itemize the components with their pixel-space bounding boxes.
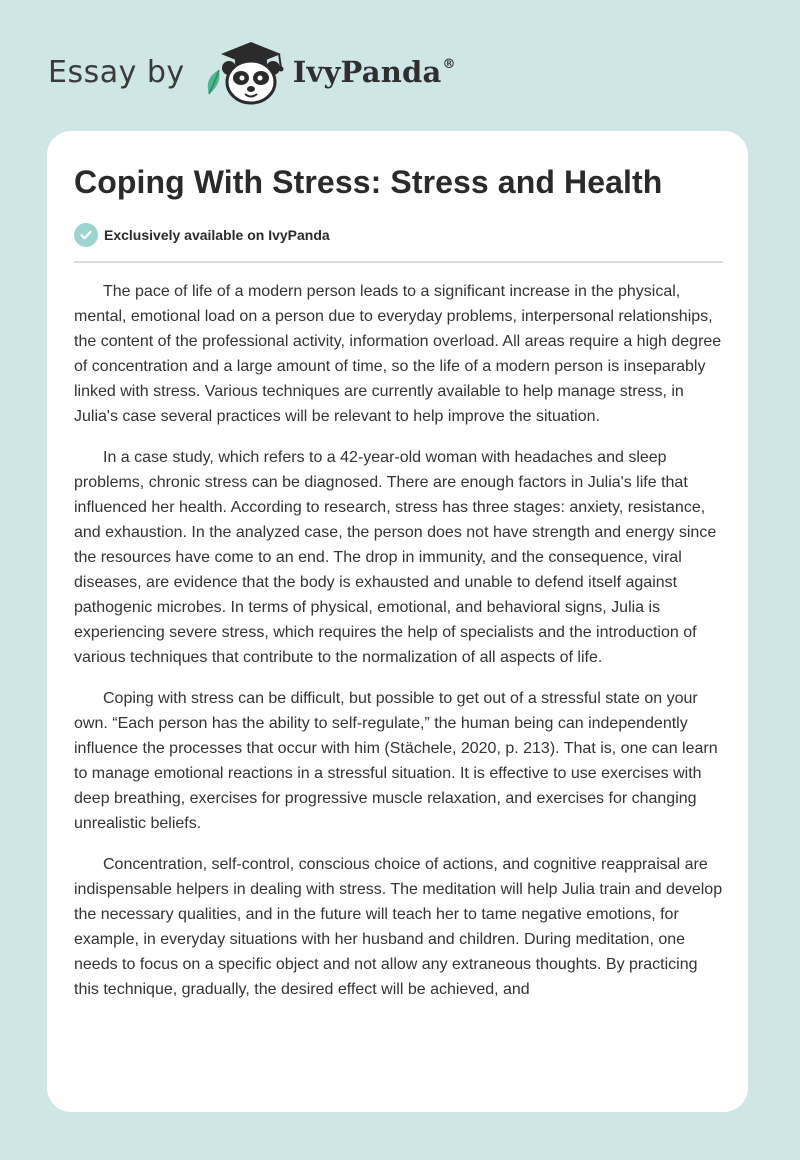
essay-paragraph: The pace of life of a modern person leads to a significant increase in the physical, mental, emotional load on a person due to everyday problems, interpersonal relationships, the content of the professional activity, information overload. All areas require a high degree of concentration and a large amount of time, so the life of a modern person is inseparably linked with stress. Various techniques are currently available to help manage stress, in Julia's case several practices will be relevant to help improve the situation.: [74, 283, 722, 425]
essay-by-label: Essay by: [48, 54, 185, 90]
essay-paragraph: Coping with stress can be difficult, but possible to get out of a stressful state on your own. “Each person has the ability to self-regulate,” the human being can independently influence the processes that occur with him (Stächele, 2020, p. 213). That is, one can learn to manage emotional reactions in a stressful situation. It is effective to use exercises with deep breathing, exercises for progressive muscle relaxation, and exercises for changing unrealistic beliefs.: [74, 690, 718, 832]
essay-card: [47, 131, 748, 1112]
exclusive-badge: [74, 223, 330, 247]
essay-paragraph: Concentration, self-control, conscious choice of actions, and cognitive reappraisal are indispensable helpers in dealing with stress. The meditation will help Julia train and develop the necessary qualities, and in the future will teach her to tame negative emotions, for example, in everyday situations with her husband and children. During meditation, one needs to focus on a specific object and not allow any extraneous thoughts. By practicing this technique, gradually, the desired effect will be achieved, and: [74, 856, 723, 998]
brand-name[interactable]: [293, 55, 456, 89]
site-header: [48, 36, 456, 108]
panda-logo-icon[interactable]: [199, 36, 291, 108]
essay-title: Coping With Stress: Stress and Health: [74, 164, 663, 200]
check-circle-icon: [74, 223, 98, 247]
essay-paragraph: In a case study, which refers to a 42-year-old woman with headaches and sleep problems, chronic stress can be diagnosed. There are enough factors in Julia's life that influenced her health. According to research, stress has three stages: anxiety, resistance, and exhaustion. In the analyzed case, the person does not have strength and energy since the resources have come to an end. The drop in immunity, and the consequence, viral diseases, are evidence that the body is exhausted and unable to defend itself against pathogenic microbes. In terms of physical, emotional, and behavioral signs, Julia is experiencing severe stress, which requires the help of specialists and the introduction of various techniques that contribute to the normalization of all aspects of life.: [74, 449, 717, 666]
brand-text: IvyPanda: [292, 55, 442, 89]
title-divider: [74, 261, 723, 263]
trademark-symbol: ®: [442, 57, 456, 72]
exclusive-badge-label: Exclusively available on IvyPanda: [104, 227, 330, 243]
essay-body: [74, 279, 724, 1018]
